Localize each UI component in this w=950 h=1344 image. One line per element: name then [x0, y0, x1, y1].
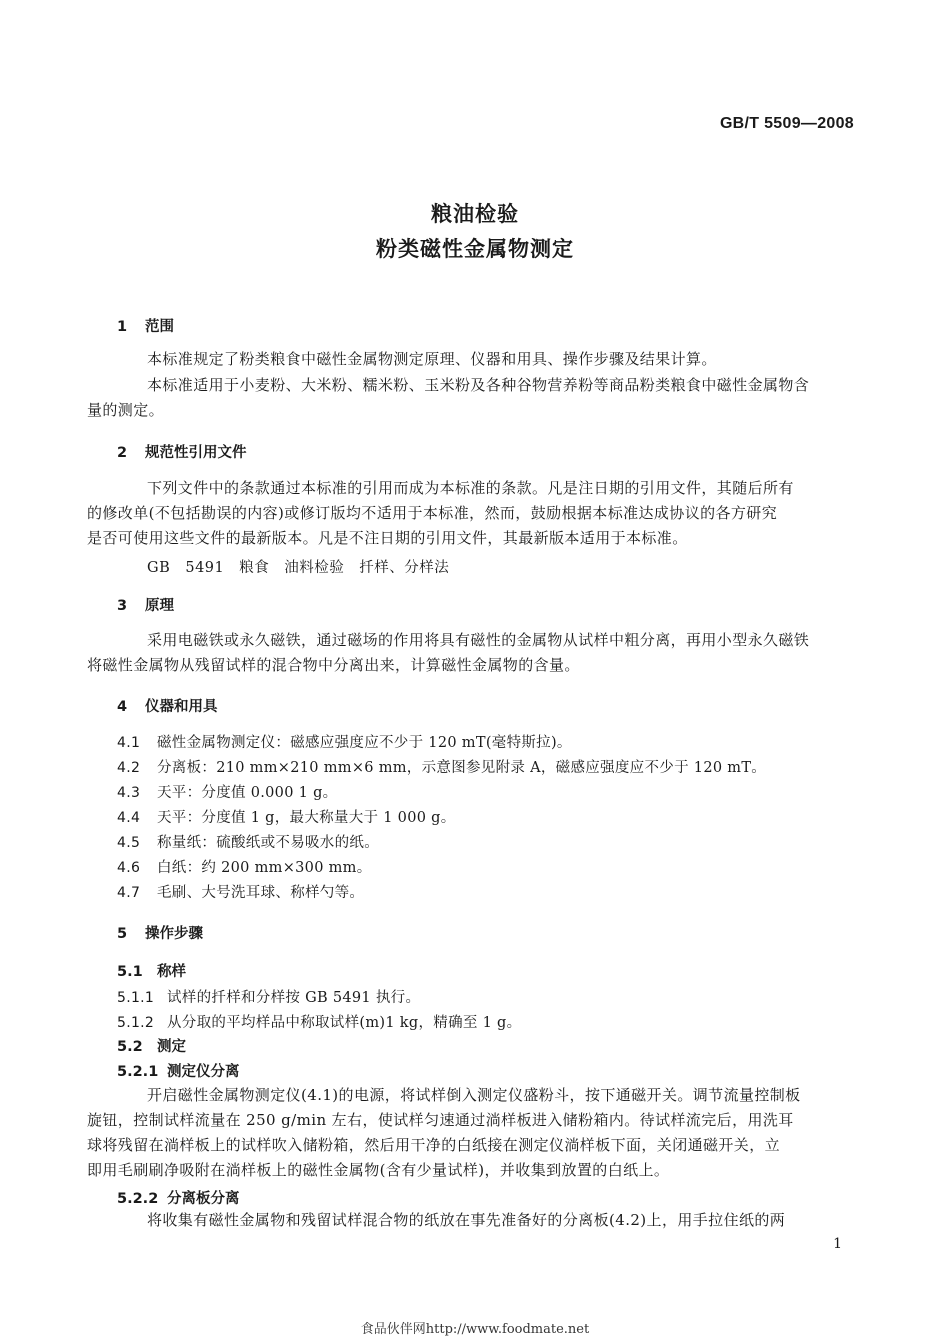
section-4-heading: [117, 695, 218, 716]
subsection-5-1-heading: 5.1 称样: [117, 964, 186, 980]
instrument-item: 4.3 天平：分度值 0.000 1 g。: [117, 785, 338, 801]
clause-5-1-2: 5.1.2 从分取的平均样品中称取试样(m)1 kg，精确至 1 g。: [117, 1015, 522, 1031]
section-number: 2: [117, 445, 128, 461]
section-number: 3: [117, 598, 128, 614]
section-number: 4: [117, 699, 128, 715]
footer-watermark: 食品伙伴网http://www.foodmate.net: [360, 1322, 590, 1337]
section-1-para-1: 本标准规定了粉类粮食中磁性金属物测定原理、仪器和用具、操作步骤及结果计算。: [147, 350, 717, 368]
section-title: 规范性引用文件: [145, 445, 247, 461]
instrument-item: 4.5 称量纸：硫酸纸或不易吸水的纸。: [117, 835, 379, 851]
instrument-item: 4.1 磁性金属物测定仪：磁感应强度应不少于 120 mT(毫特斯拉)。: [117, 735, 572, 751]
section-1-para-2: 本标准适用于小麦粉、大米粉、糯米粉、玉米粉及各种谷物营养粉等商品粉类粮食中磁性金属物含 量的测定。: [87, 376, 810, 419]
section-3-heading: [117, 594, 174, 615]
instrument-item: 4.4 天平：分度值 1 g，最大称量大于 1 000 g。: [117, 810, 456, 826]
subsection-5-2-1-heading: 5.2.1 测定仪分离: [117, 1064, 240, 1080]
doc-title-line1: 粮油检验: [431, 202, 519, 226]
instrument-item: 4.2 分离板：210 mm×210 mm×6 mm，示意图参见附录 A，磁感应强度应不少于 120 mT。: [117, 760, 767, 776]
instrument-item: 4.6 白纸：约 200 mm×300 mm。: [117, 860, 372, 876]
section-title: 操作步骤: [145, 926, 203, 942]
section-number: 1: [117, 319, 128, 335]
subsection-5-2-2-heading: 5.2.2 分离板分离: [117, 1191, 240, 1207]
clause-5-1-1: 5.1.1 试样的扦样和分样按 GB 5491 执行。: [117, 990, 421, 1006]
section-3-para-1: 采用电磁铁或永久磁铁，通过磁场的作用将具有磁性的金属物从试样中粗分离，再用小型永久磁铁 将磁性金属物从残留试样的混合物中分离出来，计算磁性金属物的含量。: [87, 631, 810, 674]
standard-number: GB/T 5509—2008: [719, 115, 854, 132]
section-2-para-1: 下列文件中的条款通过本标准的引用而成为本标准的条款。凡是注日期的引用文件，其随后所有 的修改单(不包括勘误的内容)或修订版均不适用于本标准，然而，鼓励根据本标准达成协议的各方研究 是否可使用这些文件的最新版本。凡是不注日期的引用文件，其最新版本适用于本标准。: [87, 479, 794, 547]
section-number: 5: [117, 926, 128, 942]
clause-5-2-1-para: 开启磁性金属物测定仪(4.1)的电源，将试样倒入测定仪盛粉斗，按下通磁开关。调节流量控制板 旋钮，控制试样流量在 250 g/min 左右，使试样匀速通过淌样板进入储粉箱内。待试样流完后，用洗耳 球将残留在淌样板上的试样吹入储粉箱，然后用干净的白纸接在测定仪淌样板下面，关闭通磁开关，立 即用毛刷刷净吸附在淌样板上的磁性金属物(含有少量试样)，并收集到放置的白纸上。: [87, 1086, 801, 1179]
instrument-item: 4.7 毛刷、大号洗耳球、称样勺等。: [117, 885, 365, 901]
section-title: 原理: [145, 598, 174, 614]
subsection-5-2-heading: 5.2 测定: [117, 1039, 186, 1055]
doc-title-line2: 粉类磁性金属物测定: [376, 237, 574, 261]
clause-5-2-2-para: 将收集有磁性金属物和残留试样混合物的纸放在事先准备好的分离板(4.2)上，用手拉住纸的两: [147, 1211, 786, 1229]
section-1-heading: [117, 315, 174, 336]
normative-reference: GB 5491 粮食 油料检验 扦样、分样法: [147, 560, 450, 576]
section-5-heading: [117, 922, 203, 943]
section-2-heading: [117, 441, 247, 462]
section-title: 仪器和用具: [145, 699, 218, 715]
page-number: 1: [833, 1236, 842, 1252]
section-title: 范围: [145, 319, 174, 335]
